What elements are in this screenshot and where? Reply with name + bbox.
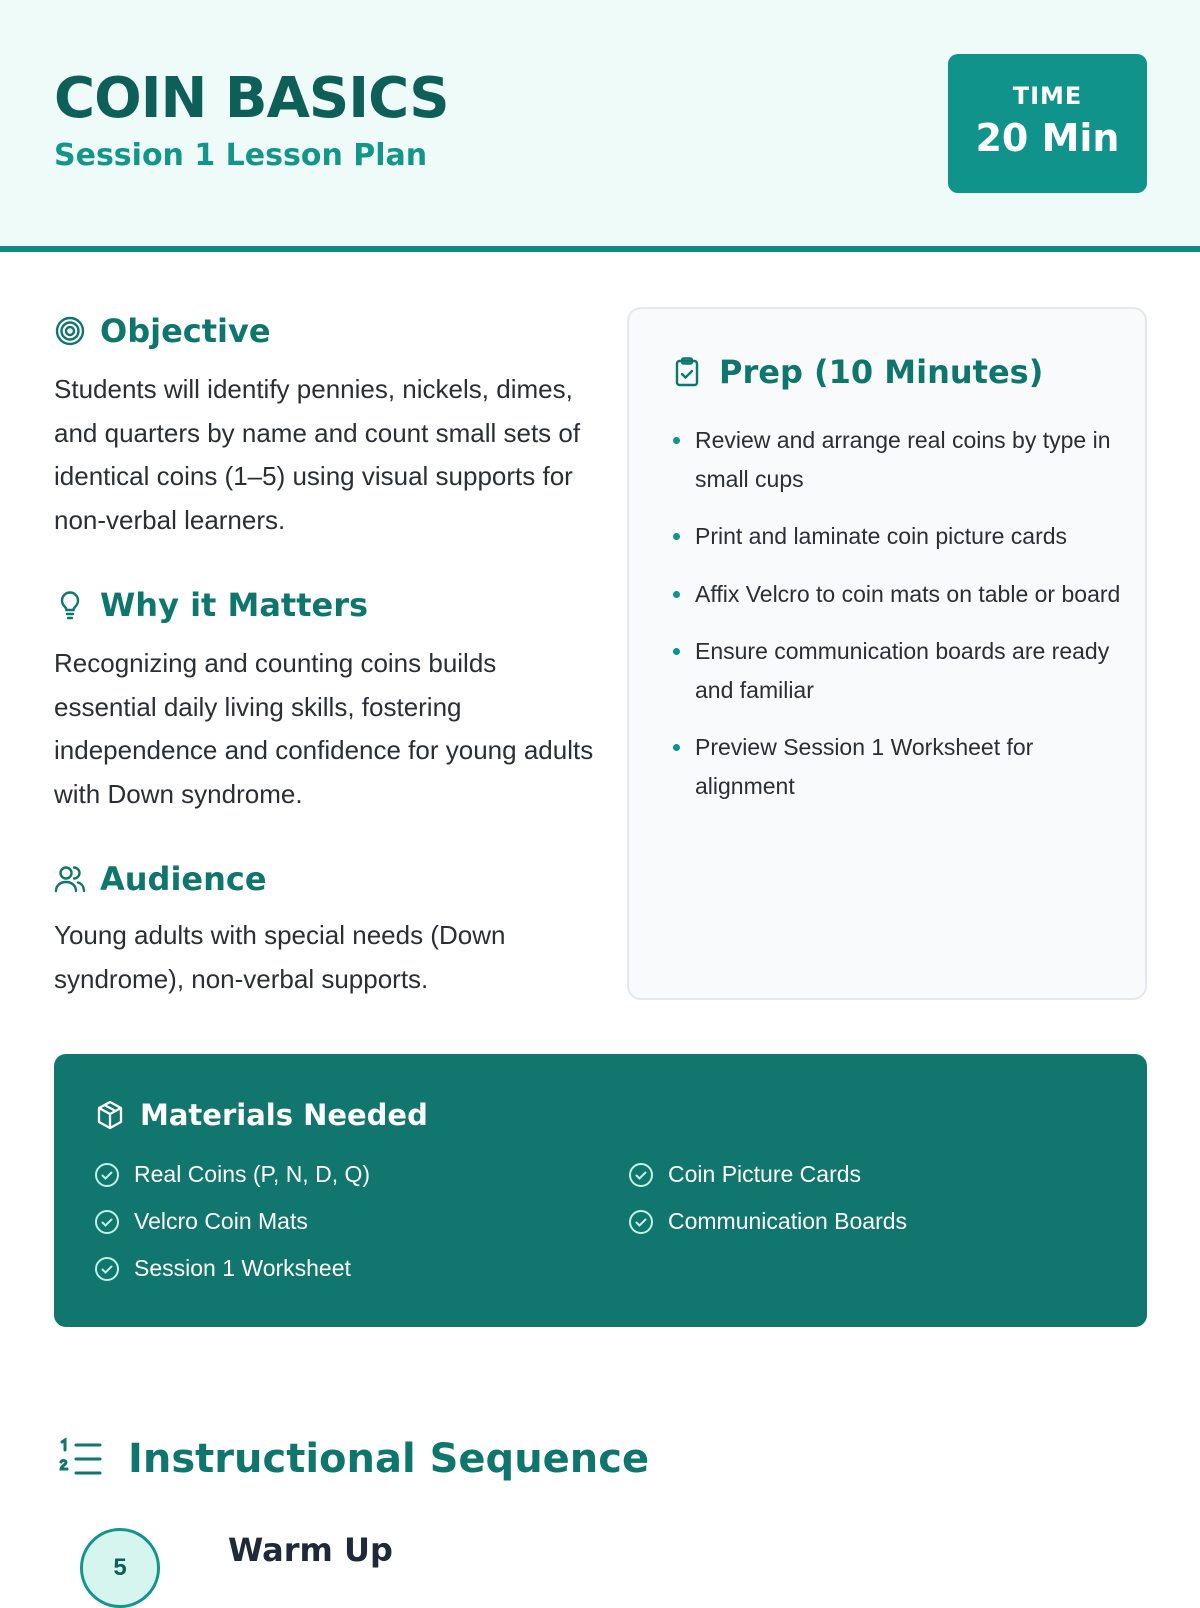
prep-item-text: Print and laminate coin picture cards [695, 523, 1068, 549]
lesson-header [0, 0, 1200, 252]
material-item-text: Coin Picture Cards [668, 1161, 862, 1187]
step-title: Warm Up [228, 1531, 393, 1569]
time-label: TIME [1012, 82, 1083, 110]
prep-item-text: Preview Session 1 Worksheet for alignment [695, 734, 1034, 799]
check-circle-icon [628, 1209, 654, 1235]
objective-title: Objective [100, 312, 271, 350]
prep-list [671, 421, 1121, 824]
audience-text: Young adults with special needs (Down syndrome), non-verbal supports. [54, 920, 506, 994]
material-item-text: Real Coins (P, N, D, Q) [134, 1161, 371, 1187]
time-badge [948, 54, 1147, 193]
objective-text: Students will identify pennies, nickels, dimes, and quarters by name and count small sets of identical coins (1–5) using visual supports for non-verbal learners. [54, 374, 581, 535]
prep-item-text: Affix Velcro to coin mats on table or board [695, 580, 1121, 607]
list-item [671, 632, 1121, 709]
bullet-icon [673, 533, 680, 540]
material-item [628, 1161, 861, 1188]
page-subtitle: Session 1 Lesson Plan [54, 138, 428, 173]
why-heading [54, 586, 368, 624]
check-circle-icon [94, 1162, 120, 1188]
check-circle-icon [94, 1256, 120, 1282]
material-item [94, 1161, 370, 1188]
list-item [671, 517, 1121, 556]
clipboard-check-icon [671, 356, 703, 388]
bullet-icon [673, 744, 680, 751]
prep-heading [671, 353, 1043, 391]
audience-title: Audience [100, 860, 267, 898]
material-item [94, 1255, 351, 1282]
material-item-text: Velcro Coin Mats [134, 1208, 308, 1234]
time-value: 20 Min [975, 116, 1120, 160]
instructional-title: Instructional Sequence [128, 1436, 650, 1482]
material-item [94, 1208, 308, 1235]
material-item-text: Session 1 Worksheet [134, 1255, 351, 1281]
audience-heading [54, 860, 267, 898]
materials-title: Materials Needed [140, 1098, 428, 1132]
material-item [628, 1208, 907, 1235]
list-item [671, 575, 1121, 614]
material-item-text: Communication Boards [668, 1208, 908, 1234]
target-icon [54, 315, 86, 347]
prep-item-text: Review and arrange real coins by type in small cups [695, 427, 1111, 492]
step-minutes-badge: 5 [80, 1528, 160, 1608]
users-icon [54, 863, 86, 895]
materials-panel [54, 1054, 1147, 1327]
instructional-heading [58, 1436, 649, 1482]
check-circle-icon [94, 1209, 120, 1235]
prep-title: Prep (10 Minutes) [719, 353, 1044, 391]
bullet-icon [673, 648, 680, 655]
prep-card [627, 307, 1147, 1000]
prep-item-text: Ensure communication boards are ready and familiar [695, 638, 1110, 703]
bullet-icon [673, 591, 680, 598]
list-item [671, 728, 1121, 805]
list-item [671, 421, 1121, 498]
numbered-list-icon [58, 1436, 104, 1482]
page-title: COIN BASICS [54, 66, 449, 131]
materials-heading [94, 1098, 428, 1132]
why-title: Why it Matters [100, 586, 369, 624]
check-circle-icon [628, 1162, 654, 1188]
bullet-icon [673, 437, 680, 444]
why-text: Recognizing and counting coins builds essential daily living skills, fostering independence and confidence for young adults with Down syndrome. [54, 648, 594, 809]
package-icon [94, 1099, 126, 1131]
objective-heading [54, 312, 271, 350]
lightbulb-icon [54, 589, 86, 621]
